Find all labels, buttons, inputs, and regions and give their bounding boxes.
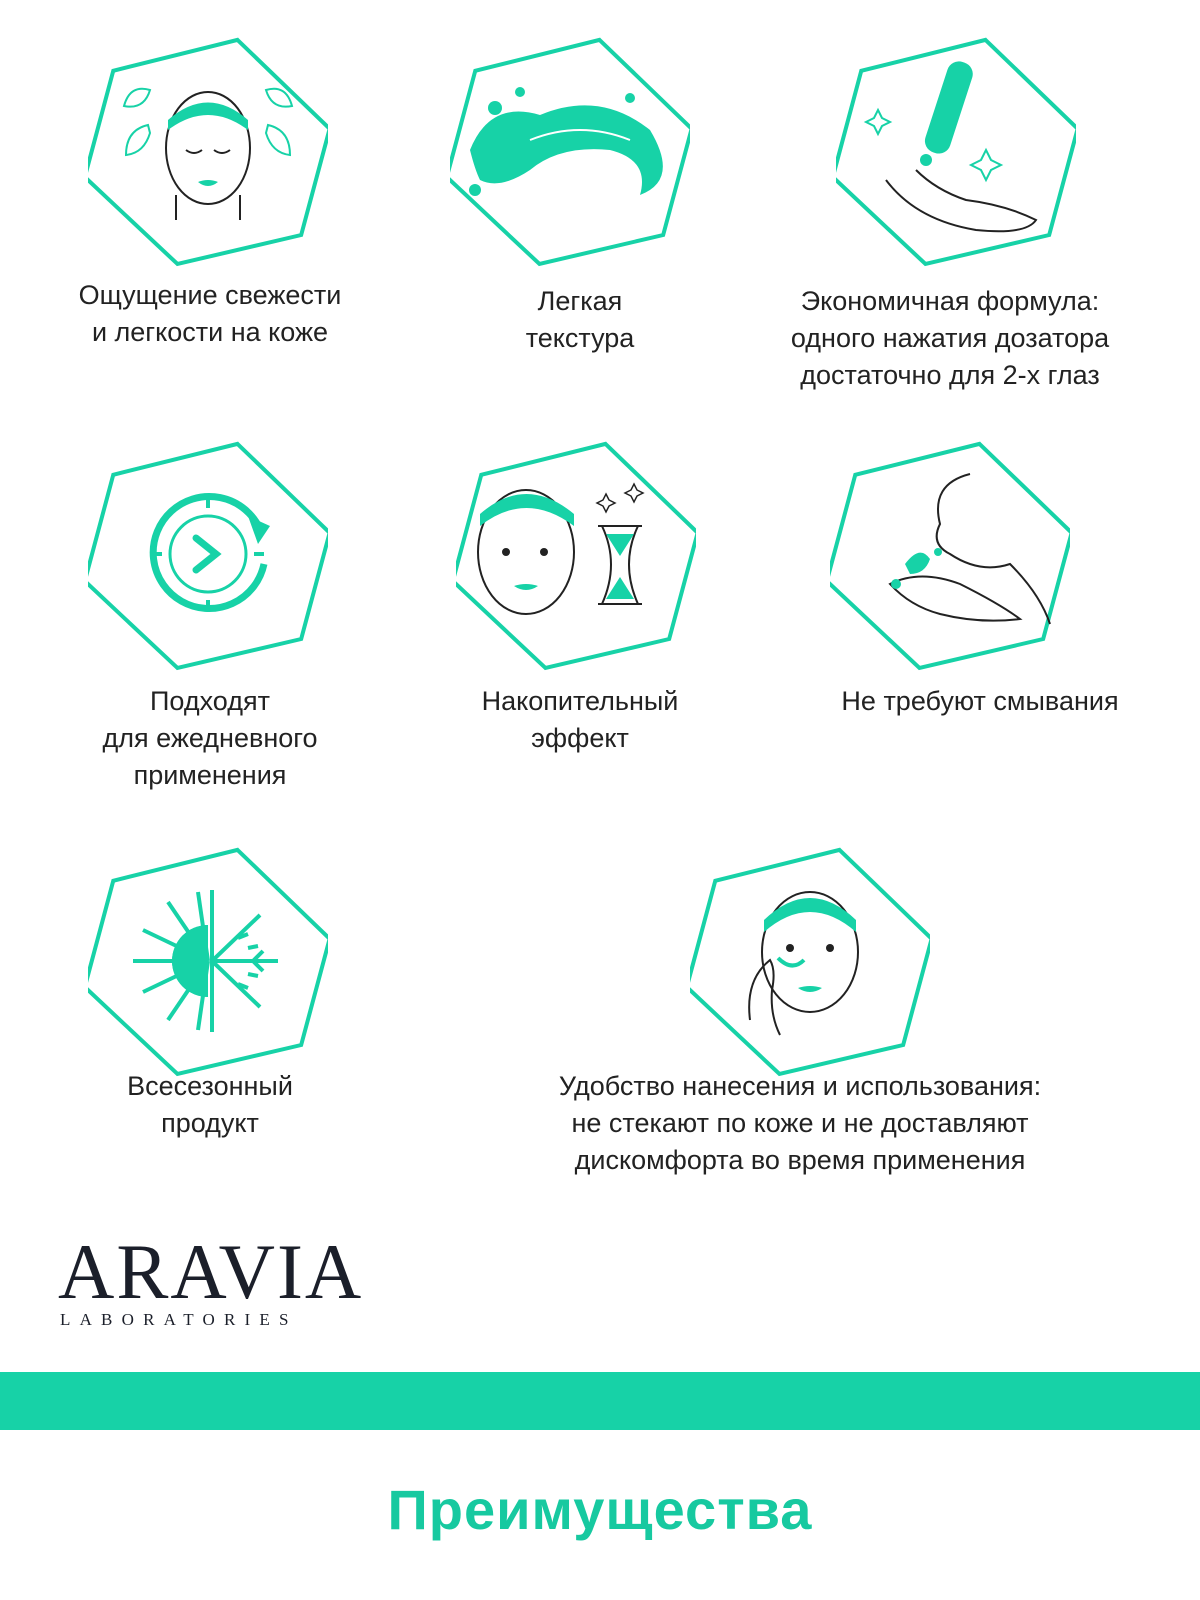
brand-name: ARAVIA	[58, 1228, 364, 1315]
feature-icon-daily	[88, 434, 328, 674]
feature-icon-convenience	[690, 840, 930, 1080]
face-hourglass-icon	[456, 434, 696, 674]
accent-band	[0, 1372, 1200, 1430]
feature-icon-no-rinse	[830, 434, 1070, 674]
sun-snowflake-icon	[88, 840, 328, 1080]
feature-caption-convenience: Удобство нанесения и использования: не стекают по коже и не доставляют дискомфорта во время применения	[558, 1071, 1042, 1175]
face-leaves-icon	[88, 30, 328, 270]
face-eye-patch-icon	[690, 840, 930, 1080]
page-title: Преимущества	[387, 1478, 813, 1541]
feature-caption-cumulative: Накопительный эффект	[481, 686, 679, 753]
brand-subtitle: LABORATORIES	[60, 1310, 298, 1329]
feature-caption-freshness: Ощущение свежести и легкости на коже	[78, 280, 342, 347]
feature-caption-daily: Подходят для ежедневного применения	[102, 686, 318, 790]
feature-caption-dispenser: Экономичная формула: одного нажатия дозатора достаточно для 2-х глаз	[790, 286, 1110, 390]
brand-logo	[58, 1228, 388, 1342]
feature-caption-texture: Легкая текстура	[525, 286, 635, 353]
feature-icon-freshness	[88, 30, 328, 270]
feature-caption-all-season: Всесезонный продукт	[127, 1071, 293, 1138]
feature-caption-no-rinse: Не требуют смывания	[841, 686, 1119, 716]
feature-icon-cumulative	[456, 434, 696, 674]
dispenser-hand-icon	[836, 30, 1076, 270]
clock-refresh-icon	[88, 434, 328, 674]
feature-icon-all-season	[88, 840, 328, 1080]
face-wash-icon	[830, 434, 1070, 674]
feature-icon-texture	[450, 30, 690, 270]
splash-texture-icon	[450, 30, 690, 270]
feature-icon-dispenser	[836, 30, 1076, 270]
